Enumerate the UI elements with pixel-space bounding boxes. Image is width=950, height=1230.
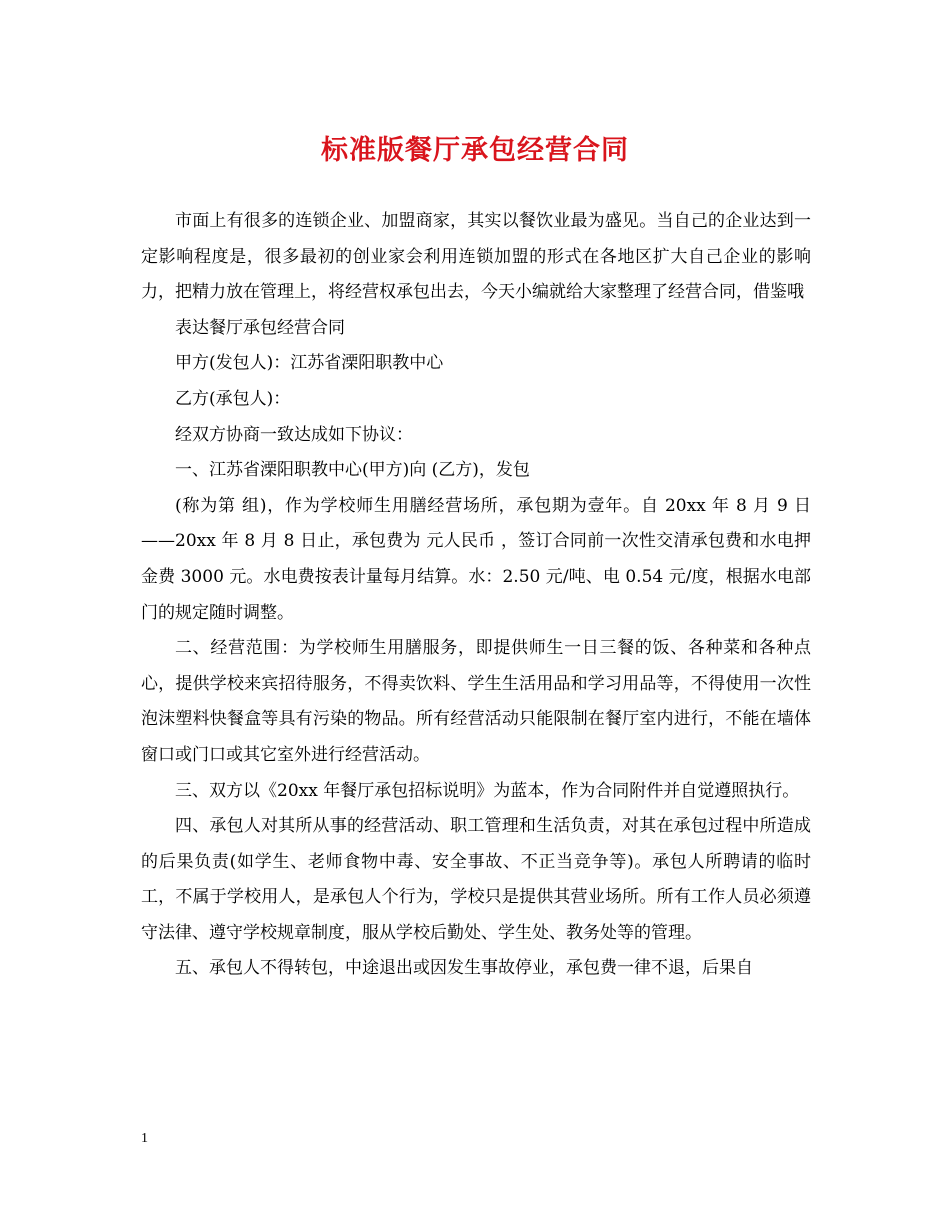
paragraph-clause-1: 一、江苏省溧阳职教中心(甲方)向 (乙方)，发包 — [175, 460, 530, 481]
paragraph-party-a: 甲方(发包人)：江苏省溧阳职教中心 — [175, 353, 444, 374]
paragraph-clause-4: 四、承包人对其所从事的经营活动、职工管理和生活负责，对其在承包过程中所造成的后果负责(如学生、老师食物中毒、安全事故、不正当竞争等)。承包人所聘请的临时工，不属于学校用人，是承包人个行为，学校只是提供其营业场所。所有工作人员必须遵守法律、遵守学校规章制度，服从学校后勤处、学生处、教务处等的管理。 — [141, 816, 811, 943]
page-number: 1 — [141, 1131, 148, 1146]
paragraph-clause-1-cont: (称为第 组)，作为学校师生用膳经营场所，承包期为壹年。自 20xx 年 8 月 9 日——20xx 年 8 月 8 日止，承包费为 元人民币 ，签订合同前一次性交清承包费和水电押金费 3000 元。水电费按表计量每月结算。水：2.50 元/吨、电 0.54 元/度，根据水电部门的规定随时调整。 — [141, 495, 811, 623]
paragraph-agreement: 经双方协商一致达成如下协议： — [175, 424, 413, 445]
document-title: 标准版餐厅承包经营合同 — [321, 135, 629, 166]
paragraph-intro: 市面上有很多的连锁企业、加盟商家，其实以餐饮业最为盛见。当自己的企业达到一定影响程度是，很多最初的创业家会利用连锁加盟的形式在各地区扩大自己企业的影响力，把精力放在管理上，将经营权承包出去，今天小编就给大家整理了经营合同，借鉴哦 — [141, 211, 811, 303]
paragraph-heading: 表达餐厅承包经营合同 — [175, 317, 345, 338]
paragraph-party-b: 乙方(承包人)： — [175, 388, 291, 409]
document-body — [141, 204, 811, 987]
paragraph-clause-5: 五、承包人不得转包，中途退出或因发生事故停业，承包费一律不退，后果自 — [175, 958, 753, 979]
paragraph-clause-3: 三、双方以《20xx 年餐厅承包招标说明》为蓝本，作为合同附件并自觉遵照执行。 — [175, 780, 800, 801]
paragraph-clause-2: 二、经营范围：为学校师生用膳服务，即提供师生一日三餐的饭、各种菜和各种点心，提供学校来宾招待服务，不得卖饮料、学生生活用品和学习用品等，不得使用一次性泡沫塑料快餐盒等具有污染的物品。所有经营活动只能限制在餐厅室内进行，不能在墙体窗口或门口或其它室外进行经营活动。 — [141, 638, 811, 765]
